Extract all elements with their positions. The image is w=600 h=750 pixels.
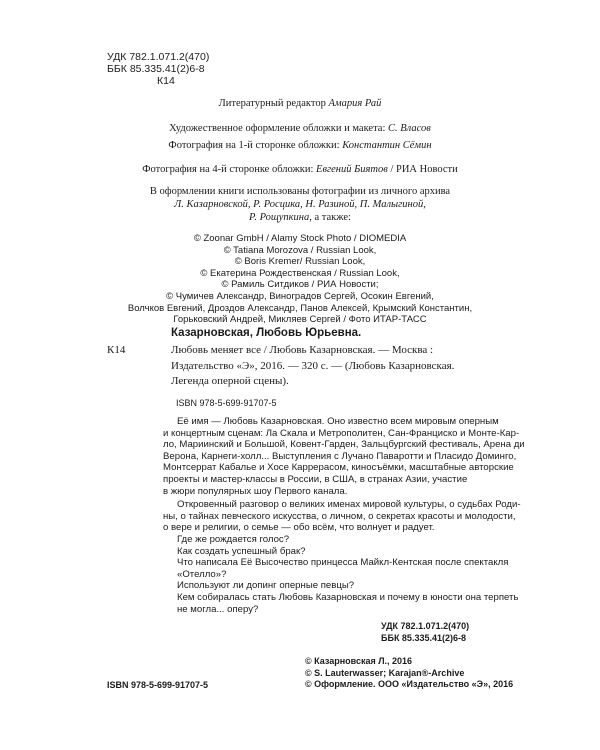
question-line: Как создать успешный брак? bbox=[177, 545, 306, 557]
annotation-line: Откровенный разговор о великих именах мировой культуры, о судьбах Роди- bbox=[177, 499, 521, 510]
question-line: не могла... оперу? bbox=[177, 603, 259, 615]
photo-back-label: Фотография на 4-й сторонке обложки: bbox=[142, 164, 314, 175]
bbk-code: ББК 85.335.41(2)6-8 bbox=[107, 63, 205, 75]
catalog-entry-line: Издательство «Э», 2016. — 320 с. — (Любовь Казарновская. bbox=[171, 359, 455, 372]
photo-credits bbox=[0, 233, 600, 326]
literary-editor-line bbox=[0, 98, 600, 109]
annotation-line: в жюри популярных шоу Первого канала. bbox=[163, 485, 348, 497]
author-mark: К14 bbox=[157, 75, 175, 87]
literary-editor-label: Литературный редактор bbox=[218, 98, 326, 109]
annotation-line: Её имя — Любовь Казарновская. Оно известно всем мировым оперным bbox=[177, 416, 499, 427]
catalog-entry-line: Любовь меняет все / Любовь Казарновская. — Москва : bbox=[171, 344, 434, 356]
archive-line-1: В оформлении книги использованы фотографии из личного архива bbox=[149, 186, 451, 197]
photo-credit-line: © Рамиль Ситдиков / РИА Новости; bbox=[221, 279, 379, 291]
photo-credit-line: Горьковский Андрей, Микляев Сергей / Фото ИТАР-ТАСС bbox=[173, 314, 427, 326]
photo-credit-line: © Tatiana Morozova / Russian Look, bbox=[223, 244, 377, 256]
question-line: Что написала Её Высочество принцесса Майкл-Кентская после спектакля bbox=[177, 557, 509, 569]
archive-names: Л. Казарновской, Р. Росцика, Н. Разиной, П. Малыгиной, bbox=[174, 199, 426, 210]
photo-front-name: Константин Сёмин bbox=[342, 140, 432, 151]
archive-also: , а также: bbox=[309, 212, 351, 223]
archive-line-3 bbox=[0, 212, 600, 223]
photo-front-label: Фотография на 1-й сторонке обложки: bbox=[168, 140, 340, 151]
catalog-author: Казарновская, Любовь Юрьевна. bbox=[171, 327, 362, 339]
bottom-bbk: ББК 85.335.41(2)6-8 bbox=[381, 633, 466, 643]
cover-design-line bbox=[0, 123, 600, 134]
udk-code: УДК 782.1.071.2(470) bbox=[107, 51, 210, 63]
question-line: Где же рождается голос? bbox=[177, 534, 290, 545]
photo-credit-line: © Zoonar GmbH / Alamy Stock Photo / DIOMEDIA bbox=[193, 233, 407, 244]
question-line: «Отелло»? bbox=[177, 568, 227, 580]
question-line: Кем собиралась стать Любовь Казарновская и почему в юности она терпеть bbox=[177, 591, 519, 603]
photo-back-agency: / РИА Новости bbox=[387, 164, 458, 175]
photo-back-line bbox=[0, 164, 600, 175]
photo-credit-line: © Чумичев Александр, Виноградов Сергей, Осокин Евгений, bbox=[166, 290, 434, 302]
photo-credit-line: © Boris Kremer/ Russian Look, bbox=[234, 256, 366, 268]
annotation-line: и концертным сценам: Ла Скала и Метрополитен, Сан-Франциско и Монте-Кар- bbox=[163, 427, 520, 439]
copyright-line: © S. Lauterwasser; Karajan®-Archive bbox=[305, 667, 465, 678]
copyright-block bbox=[305, 656, 513, 691]
catalog-entry bbox=[171, 343, 454, 390]
copyright-line: © Оформление. ООО «Издательство «Э», 2016 bbox=[305, 679, 514, 690]
annotation-line: ны, о тайнах певческого искусства, о личном, о секретах красоты и молодости, bbox=[163, 510, 516, 522]
catalog-isbn: ISBN 978-5-699-91707-5 bbox=[176, 398, 277, 408]
copyright-line: © Казарновская Л., 2016 bbox=[305, 656, 413, 666]
question-line: Используют ли допинг оперные певцы? bbox=[177, 580, 355, 592]
bottom-udk: УДК 782.1.071.2(470) bbox=[381, 621, 470, 631]
bottom-isbn: ISBN 978-5-699-91707-5 bbox=[107, 680, 209, 690]
annotation-line: ло, Мариинский и Большой, Ковент-Гарден, Зальцбургский фестиваль, Арена ди bbox=[163, 439, 525, 451]
catalog-mark: К14 bbox=[107, 344, 126, 356]
photo-front-line bbox=[0, 140, 600, 151]
annotation-para-1 bbox=[163, 416, 525, 497]
cover-design-name: С. Власов bbox=[388, 123, 431, 134]
annotation-para-2 bbox=[163, 499, 521, 534]
annotation-line: Верона, Карнеги-холл... Выступления с Лучано Паваротти и Пласидо Доминго, bbox=[163, 450, 517, 462]
annotation-questions bbox=[177, 534, 518, 615]
photo-back-name: Евгений Биятов bbox=[316, 164, 388, 175]
annotation-line: Монтсеррат Кабалье и Хосе Каррерасом, киносъёмки, масштабные авторские bbox=[163, 462, 514, 474]
cover-design-label: Художественное оформление обложки и макета: bbox=[169, 123, 386, 134]
literary-editor-name: Амария Рай bbox=[328, 98, 382, 109]
archive-names-cont: Р. Рощупкина bbox=[249, 212, 310, 223]
photo-credit-line: Волчков Евгений, Дроздов Александр, Панов Алексей, Крымский Константин, bbox=[127, 302, 473, 314]
annotation-line: проекты и мастер-классы в России, в США, в странах Азии, участие bbox=[163, 473, 468, 485]
photo-credit-line: © Екатерина Рождественская / Russian Look, bbox=[200, 267, 400, 279]
annotation-line: о вере и религии, о семье — обо всём, что волнует и радует. bbox=[163, 522, 435, 534]
archive-line-2 bbox=[0, 199, 600, 210]
catalog-entry-line: Легенда оперной сцены). bbox=[171, 375, 289, 387]
